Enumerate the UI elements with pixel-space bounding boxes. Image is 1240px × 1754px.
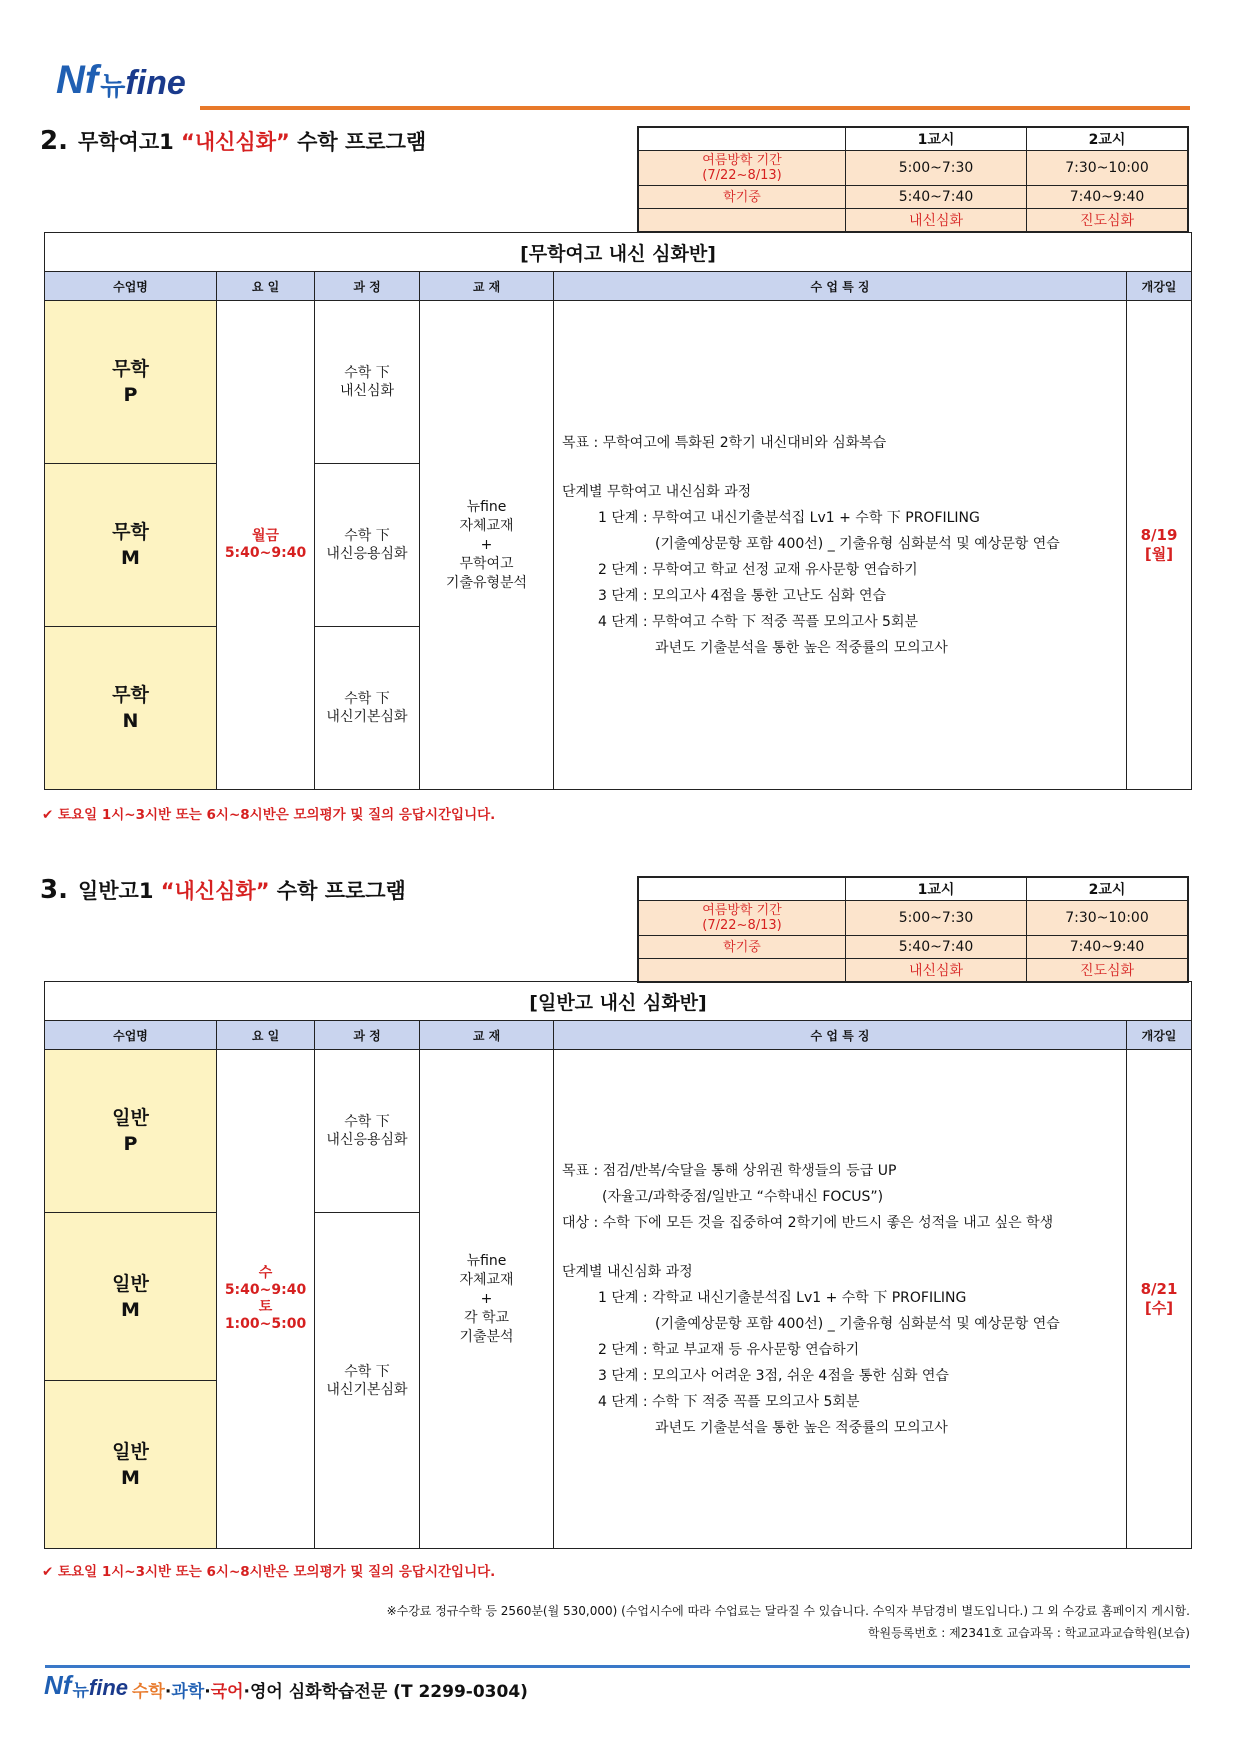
schedule-table — [637, 876, 1189, 983]
logo-korean: 뉴 — [100, 71, 126, 101]
fee-line: ※수강료 정규수학 등 2560분(월 530,000) (수업시수에 따라 수업료는 달라질 수 있습니다. 수익자 부담경비 별도입니다.) 그 외 수강료 홈페이지 게시함. — [386, 1604, 1190, 1618]
class-start-date: 8/19 [월] — [1127, 301, 1192, 790]
section-title-pre: 일반고1 — [77, 879, 161, 903]
registration-line: 학원등록번호 : 제2341호 교습과목 : 학교교과교습학원(보습) — [867, 1626, 1190, 1640]
header-logo — [56, 58, 186, 103]
schedule-row-label: 학기중 — [638, 186, 846, 209]
schedule-cell: 내신심화 — [846, 209, 1027, 233]
class-features-cell — [554, 1050, 1127, 1549]
schedule-cell: 진도심화 — [1027, 959, 1189, 983]
schedule-blank-header — [638, 127, 846, 151]
section-title-highlight: “내신심화” — [160, 879, 270, 903]
section-title-highlight: “내신심화” — [181, 130, 290, 154]
section-title-post: 수학 프로그램 — [269, 879, 406, 903]
column-header: 요 일 — [217, 272, 315, 301]
logo-fine: fine — [125, 64, 186, 102]
feature-line: 대상 : 수학 下에 모든 것을 집중하여 2학기에 반드시 좋은 성적을 내고 싶은 학생 — [562, 1214, 1054, 1231]
class-name-cell: 일반 M — [45, 1213, 217, 1381]
class-name-cell: 일반 P — [45, 1050, 217, 1213]
feature-line: 과년도 기출분석을 통한 높은 적중률의 모의고사 — [655, 639, 948, 656]
feature-line: (기출예상문항 포함 400선) _ 기출유형 심화분석 및 예상문항 연습 — [655, 1315, 1060, 1332]
schedule-period-2-header: 2교시 — [1027, 127, 1189, 151]
feature-line: 과년도 기출분석을 통한 높은 적중률의 모의고사 — [655, 1419, 948, 1436]
schedule-row-label: 학기중 — [638, 936, 846, 959]
feature-line — [562, 456, 1126, 479]
schedule-period-1-header: 1교시 — [846, 877, 1027, 901]
column-header: 교 재 — [420, 1021, 554, 1050]
feature-line: 2 단계 : 무학여고 학교 선정 교재 유사문항 연습하기 — [598, 561, 918, 578]
logo-fine: fine — [88, 1675, 128, 1700]
feature-line: 4 단계 : 무학여고 수학 下 적중 꼭플 모의고사 5회분 — [598, 613, 919, 630]
schedule-row-label: 여름방학 기간 (7/22~8/13) — [638, 901, 846, 936]
footer-tagline: 수학·과학·국어·영어 심화학습전문 (T 2299-0304) — [132, 1682, 528, 1702]
schedule-cell: 7:40~9:40 — [1027, 936, 1189, 959]
schedule-cell: 5:00~7:30 — [846, 151, 1027, 186]
feature-line: 1 단계 : 무학여고 내신기출분석집 Lv1 + 수학 下 PROFILING — [598, 509, 980, 526]
schedule-cell: 7:30~10:00 — [1027, 151, 1189, 186]
class-name-cell: 무학 P — [45, 301, 217, 464]
column-header: 과 정 — [315, 272, 420, 301]
footer-subject: 과학 — [171, 1682, 205, 1702]
class-table — [44, 232, 1192, 790]
class-name-cell: 무학 N — [45, 627, 217, 790]
footer-logo — [44, 1670, 128, 1701]
class-name-cell: 무학 M — [45, 464, 217, 627]
schedule-cell — [638, 959, 846, 983]
schedule-blank-header — [638, 877, 846, 901]
class-course-cell: 수학 下 내신심화 — [315, 301, 420, 464]
feature-line: (기출예상문항 포함 400선) _ 기출유형 심화분석 및 예상문항 연습 — [655, 535, 1060, 552]
feature-line: 단계별 무학여고 내신심화 과정 — [562, 483, 752, 500]
schedule-period-2-header: 2교시 — [1027, 877, 1189, 901]
schedule-cell: 5:40~7:40 — [846, 186, 1027, 209]
schedule-period-1-header: 1교시 — [846, 127, 1027, 151]
feature-line — [562, 1236, 1126, 1259]
schedule-table — [637, 126, 1189, 233]
column-header: 요 일 — [217, 1021, 315, 1050]
schedule-cell: 진도심화 — [1027, 209, 1189, 233]
footer-subject: 수학 — [132, 1682, 165, 1702]
logo-korean: 뉴 — [72, 1681, 89, 1700]
feature-line: 목표 : 점검/반복/숙달을 통해 상위권 학생들의 등급 UP — [562, 1162, 897, 1179]
section-title-post: 수학 프로그램 — [289, 130, 427, 154]
column-header: 교 재 — [420, 272, 554, 301]
section-number: 3. — [40, 875, 68, 905]
class-start-date: 8/21 [수] — [1127, 1050, 1192, 1549]
footer-rest: ·영어 심화학습전문 (T 2299-0304) — [243, 1682, 528, 1702]
logo-nf-mark: Nf — [44, 1670, 72, 1700]
schedule-row-label: 여름방학 기간 (7/22~8/13) — [638, 151, 846, 186]
feature-line: 단계별 내신심화 과정 — [562, 1263, 693, 1280]
class-features-cell — [554, 301, 1127, 790]
section-title-pre: 무학여고1 — [77, 130, 182, 154]
feature-line: 4 단계 : 수학 下 적중 꼭플 모의고사 5회분 — [598, 1393, 860, 1410]
section-number: 2. — [40, 126, 68, 156]
schedule-cell — [638, 209, 846, 233]
class-days-cell: 월금 5:40~9:40 — [217, 301, 315, 790]
footer-divider — [45, 1665, 1190, 1668]
class-name-cell: 일반 M — [45, 1381, 217, 1549]
feature-line: 3 단계 : 모의고사 어려운 3점, 쉬운 4점을 통한 심화 연습 — [598, 1367, 949, 1384]
saturday-note: ✔ 토요일 1시~3시반 또는 6시~8시반은 모의평가 및 질의 응답시간입니다. — [42, 807, 496, 823]
column-header: 수 업 특 징 — [554, 1021, 1127, 1050]
feature-line: 목표 : 무학여고에 특화된 2학기 내신대비와 심화복습 — [562, 434, 887, 451]
class-table — [44, 981, 1192, 1549]
fee-notice — [387, 1600, 1190, 1644]
class-days-cell: 수 5:40~9:40 토 1:00~5:00 — [217, 1050, 315, 1549]
class-course-cell: 수학 下 내신응용심화 — [315, 464, 420, 627]
feature-line: 2 단계 : 학교 부교재 등 유사문항 연습하기 — [598, 1341, 860, 1358]
column-header: 수업명 — [45, 272, 217, 301]
class-table-title: [무학여고 내신 심화반] — [45, 233, 1192, 272]
feature-line: (자율고/과학중점/일반고 “수학내신 FOCUS”) — [602, 1188, 884, 1205]
feature-line: 1 단계 : 각학교 내신기출분석집 Lv1 + 수학 下 PROFILING — [598, 1289, 967, 1306]
schedule-cell: 5:00~7:30 — [846, 901, 1027, 936]
class-book-cell: 뉴fine 자체교재 + 무학여고 기출유형분석 — [420, 301, 554, 790]
column-header: 개강일 — [1127, 1021, 1192, 1050]
class-course-cell: 수학 下 내신기본심화 — [315, 1213, 420, 1549]
class-book-cell: 뉴fine 자체교재 + 각 학교 기출분석 — [420, 1050, 554, 1549]
footer-subject: 국어 — [210, 1682, 244, 1702]
schedule-cell: 7:30~10:00 — [1027, 901, 1189, 936]
section-title — [40, 126, 426, 156]
column-header: 과 정 — [315, 1021, 420, 1050]
schedule-cell: 5:40~7:40 — [846, 936, 1027, 959]
schedule-cell: 7:40~9:40 — [1027, 186, 1189, 209]
class-course-cell: 수학 下 내신응용심화 — [315, 1050, 420, 1213]
class-table-title: [일반고 내신 심화반] — [45, 982, 1192, 1021]
saturday-note: ✔ 토요일 1시~3시반 또는 6시~8시반은 모의평가 및 질의 응답시간입니다. — [42, 1564, 496, 1580]
section-title — [40, 875, 406, 905]
column-header: 개강일 — [1127, 272, 1192, 301]
header-divider — [200, 106, 1190, 110]
class-course-cell: 수학 下 내신기본심화 — [315, 627, 420, 790]
logo-nf-mark: Nf — [56, 58, 99, 102]
schedule-cell: 내신심화 — [846, 959, 1027, 983]
column-header: 수업명 — [45, 1021, 217, 1050]
feature-line: 3 단계 : 모의고사 4점을 통한 고난도 심화 연습 — [598, 587, 887, 604]
column-header: 수 업 특 징 — [554, 272, 1127, 301]
